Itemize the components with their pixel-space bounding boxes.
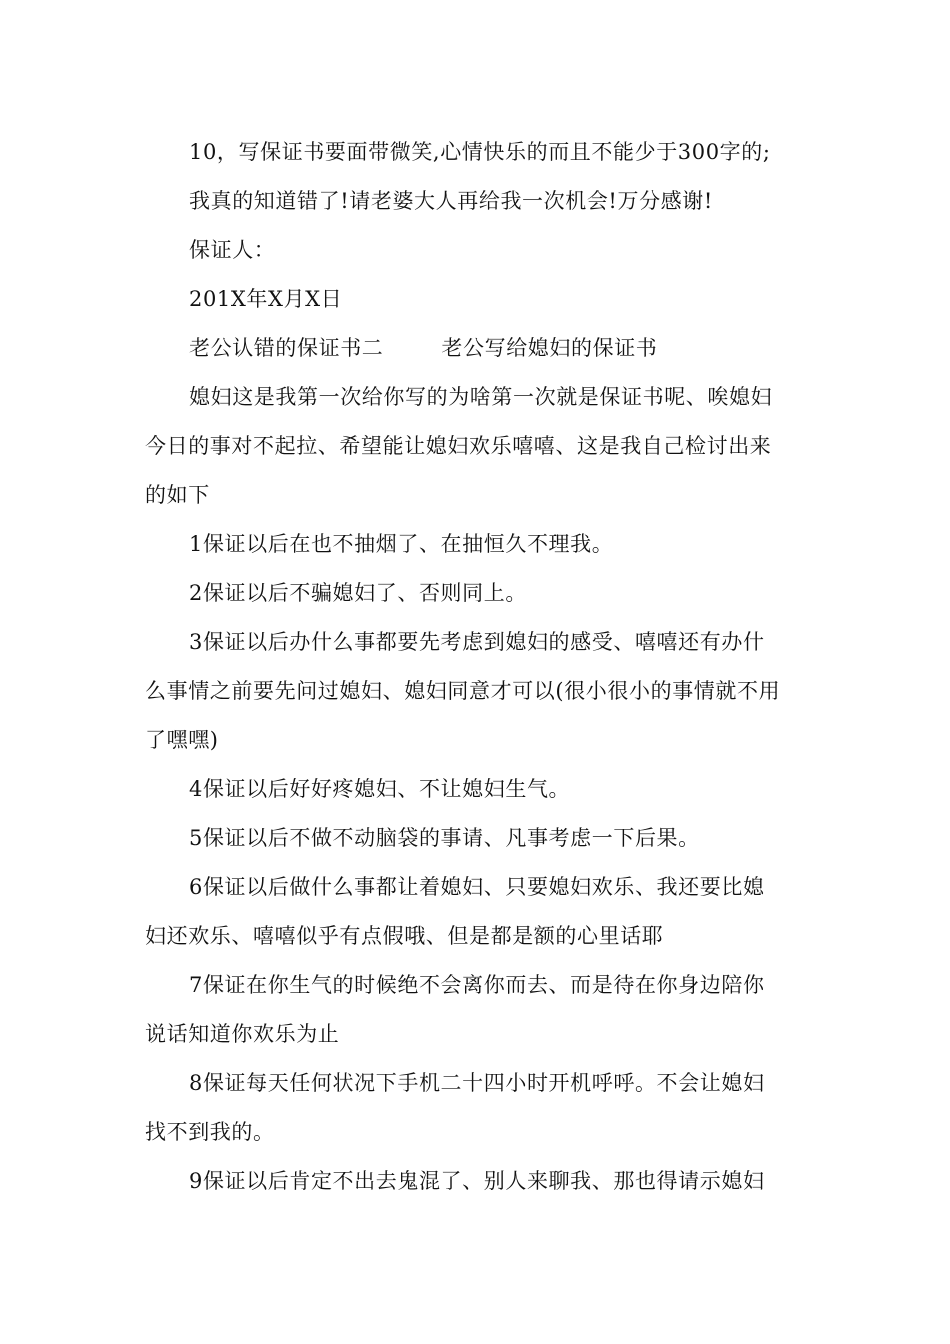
promise-8-line-1: 8保证每天任何状况下手机二十四小时开机呼呼。不会让媳妇	[189, 1071, 765, 1095]
paragraph-rule-10: 10，写保证书要面带微笑,心情快乐的而且不能少于300字的;	[189, 140, 771, 164]
promise-4: 4保证以后好好疼媳妇、不让媳妇生气。	[189, 777, 571, 801]
document-body	[145, 128, 807, 1206]
intro-line-1: 媳妇这是我第一次给你写的为啥第一次就是保证书呢、唉媳妇	[189, 385, 773, 409]
promise-1: 1保证以后在也不抽烟了、在抽恒久不理我。	[189, 532, 614, 556]
promise-6-line-2: 妇还欢乐、嘻嘻似乎有点假哦、但是都是额的心里话耶	[145, 924, 664, 948]
section-title-left: 老公认错的保证书二	[189, 336, 384, 360]
promise-3-line-3: 了嘿嘿)	[145, 728, 219, 752]
promise-3-line-1: 3保证以后办什么事都要先考虑到媳妇的感受、嘻嘻还有办什	[189, 630, 765, 654]
intro-line-2: 今日的事对不起拉、希望能让媳妇欢乐嘻嘻、这是我自己检讨出来	[145, 434, 772, 458]
promise-5: 5保证以后不做不动脑袋的事请、凡事考虑一下后果。	[189, 826, 700, 850]
promise-7-line-2: 说话知道你欢乐为止	[145, 1022, 340, 1046]
promise-6-line-1: 6保证以后做什么事都让着媳妇、只要媳妇欢乐、我还要比媳	[189, 875, 765, 899]
promise-3-line-2: 么事情之前要先问过媳妇、媳妇同意才可以(很小很小的事情就不用	[145, 679, 781, 703]
section-title-right: 老公写给媳妇的保证书	[441, 336, 658, 360]
promise-7-line-1: 7保证在你生气的时候绝不会离你而去、而是待在你身边陪你	[189, 973, 765, 997]
guarantor-label: 保证人：	[189, 238, 276, 262]
date-line: 201X年X月X日	[189, 287, 343, 311]
section-title	[145, 324, 807, 373]
promise-2: 2保证以后不骗媳妇了、否则同上。	[189, 581, 527, 605]
intro-line-3: 的如下	[145, 483, 210, 507]
paragraph-apology: 我真的知道错了!请老婆大人再给我一次机会!万分感谢!	[189, 189, 713, 213]
promise-8-line-2: 找不到我的。	[145, 1120, 275, 1144]
promise-9-line-1: 9保证以后肯定不出去鬼混了、别人来聊我、那也得请示媳妇	[189, 1169, 765, 1193]
